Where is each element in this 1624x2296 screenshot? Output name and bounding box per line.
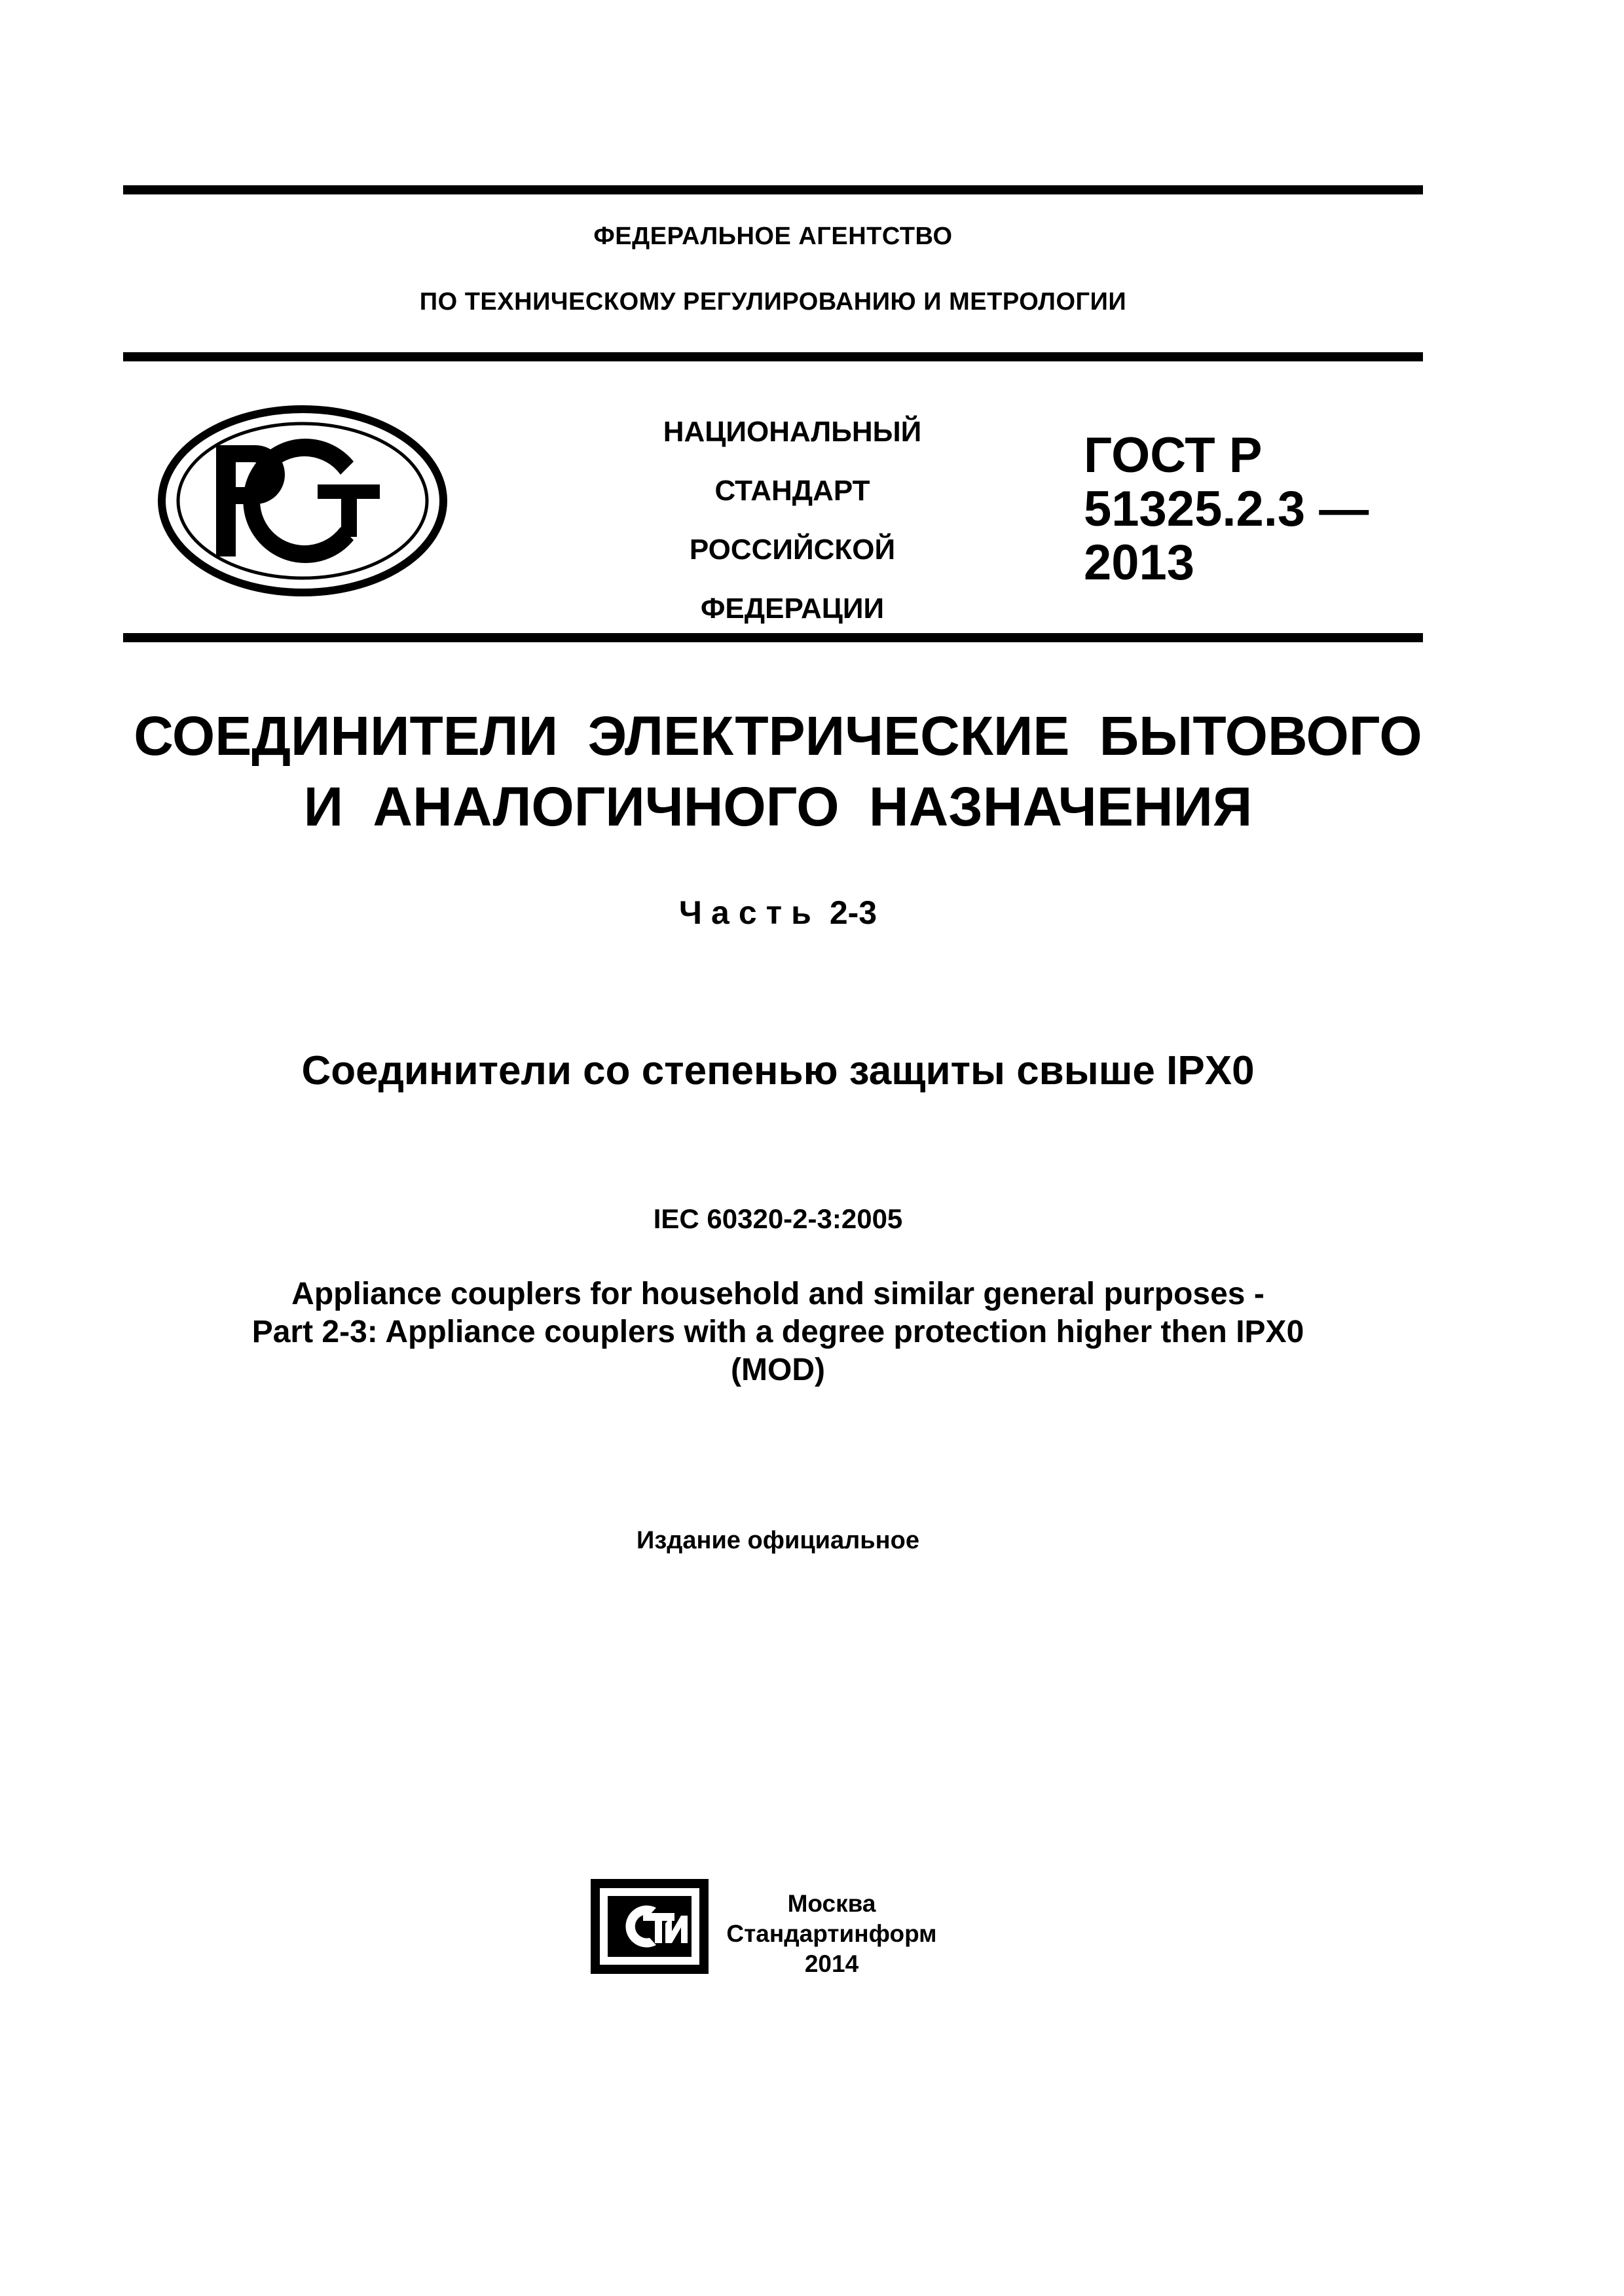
gost-line: 2013 [1084, 535, 1195, 591]
top-rule [123, 185, 1423, 194]
document-title [123, 701, 1433, 842]
iec-title-line: (MOD) [731, 1353, 825, 1387]
national-standard-line: ФЕДЕРАЦИИ [700, 592, 885, 625]
agency-line-1: ФЕДЕРАЛЬНОЕ АГЕНТСТВО [593, 223, 953, 250]
iec-title-line: Part 2-3: Appliance couplers with a degree protection higher then IPX0 [251, 1315, 1304, 1349]
part-word: Часть [678, 894, 821, 931]
part-number: 2-3 [829, 894, 877, 931]
gost-number [1084, 429, 1369, 590]
national-standard-line: СТАНДАРТ [714, 475, 870, 507]
national-standard-label [629, 403, 956, 638]
publisher-block [724, 1889, 940, 1979]
part-label [123, 894, 1433, 932]
standard-block-rule [123, 633, 1423, 642]
agency-line-2: ПО ТЕХНИЧЕСКОМУ РЕГУЛИРОВАНИЮ И МЕТРОЛОГИИ [419, 288, 1127, 316]
iec-title-line: Appliance couplers for household and similar general purposes - [291, 1277, 1264, 1311]
iec-title [123, 1275, 1433, 1389]
national-standard-line: РОССИЙСКОЙ [689, 534, 896, 566]
rst-logo-icon [154, 399, 452, 602]
publisher-city: Москва [787, 1890, 876, 1917]
title-line-2: И АНАЛОГИЧНОГО НАЗНАЧЕНИЯ [303, 776, 1253, 837]
publisher-year: 2014 [804, 1950, 859, 1977]
iec-code: IEC 60320-2-3:2005 [653, 1203, 903, 1234]
document-subtitle: Соединители со степенью защиты свыше IPX0 [301, 1048, 1255, 1093]
edition-label: Издание официальное [637, 1527, 919, 1554]
publisher-name: Стандартинформ [726, 1920, 937, 1947]
national-standard-line: НАЦИОНАЛЬНЫЙ [663, 416, 922, 448]
gost-line: 51325.2.3 — [1084, 481, 1369, 537]
header-rule [123, 352, 1423, 361]
gost-line: ГОСТ Р [1084, 428, 1263, 483]
standartinform-logo-icon [591, 1879, 709, 1974]
title-line-1: СОЕДИНИТЕЛИ ЭЛЕКТРИЧЕСКИЕ БЫТОВОГО [134, 705, 1422, 767]
